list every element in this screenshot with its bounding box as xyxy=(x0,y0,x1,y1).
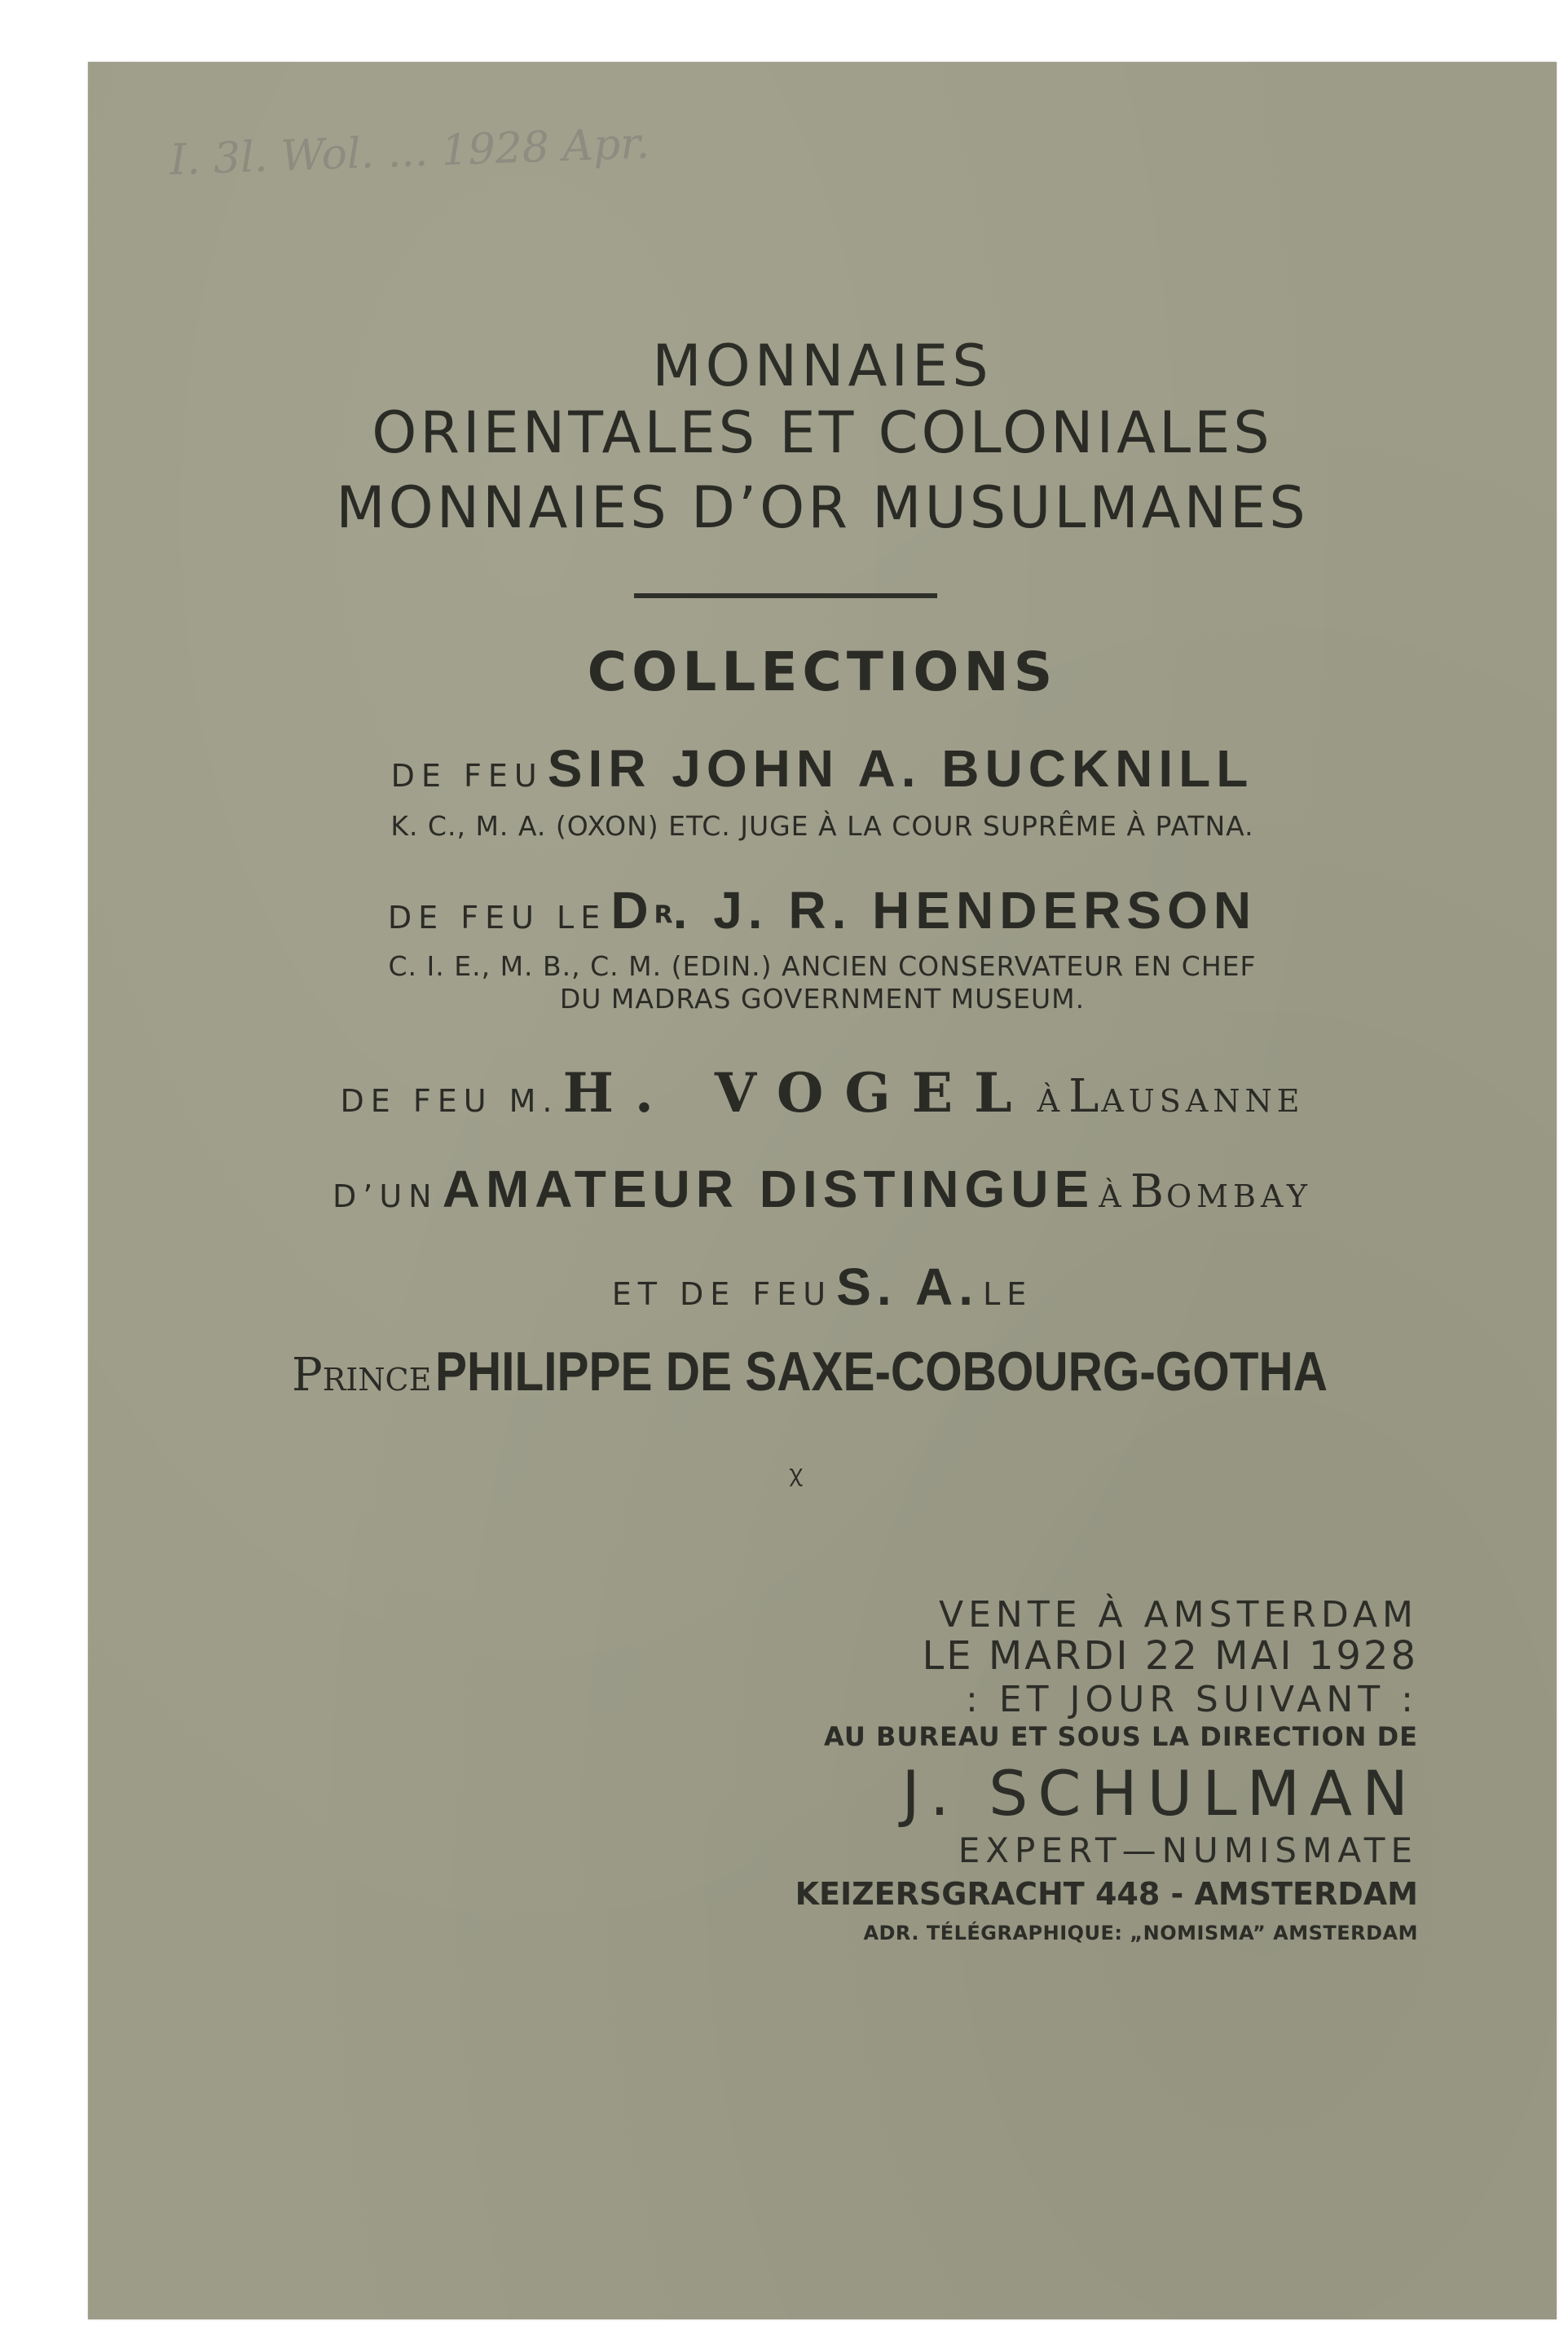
saxe-sa: S. A. xyxy=(836,1257,980,1316)
expert-name: J. SCHULMAN xyxy=(901,1757,1418,1830)
henderson-title-d: D xyxy=(610,881,654,940)
amateur-name: AMATEUR DISTINGUE xyxy=(442,1160,1095,1218)
printer-ornament-icon: ꭓ xyxy=(789,1460,802,1486)
sale-direction: AU BUREAU ET SOUS LA DIRECTION DE xyxy=(824,1721,1418,1752)
vogel-a: À xyxy=(1037,1083,1065,1119)
henderson-line xyxy=(88,880,1557,940)
henderson-details-2: DU MADRAS GOVERNMENT MUSEUM. xyxy=(559,983,1086,1015)
telegraph-address: ADR. TÉLÉGRAPHIQUE: „NOMISMA” AMSTERDAM xyxy=(863,1922,1418,1944)
prince-name: PHILIPPE DE SAXE-COBOURG-GOTHA xyxy=(435,1341,1328,1403)
amateur-line xyxy=(88,1159,1557,1219)
vogel-city-rest: AUSANNE xyxy=(1101,1083,1305,1119)
collections-heading: COLLECTIONS xyxy=(587,641,1058,703)
henderson-title-r: R xyxy=(654,901,673,930)
vogel-city-initial: L xyxy=(1068,1070,1102,1123)
bucknill-line xyxy=(88,738,1557,799)
saxe-line-2 xyxy=(292,1340,1473,1403)
title-line-3: MONNAIES D’OR MUSULMANES xyxy=(336,474,1309,541)
henderson-prefix: DE FEU LE xyxy=(387,900,607,936)
expert-address: KEIZERSGRACHT 448 - AMSTERDAM xyxy=(795,1876,1418,1912)
pencil-annotation: I. 3l. Wol. ... 1928 Apr. xyxy=(169,119,650,185)
saxe-prefix: ET DE FEU xyxy=(611,1276,833,1312)
bucknill-details: K. C., M. A. (OXON) ETC. JUGE À LA COUR SUPRÊME À PATNA. xyxy=(390,810,1254,842)
prince-initial: P xyxy=(292,1349,323,1402)
bucknill-prefix: DE FEU xyxy=(390,758,544,794)
henderson-name: . J. R. HENDERSON xyxy=(672,881,1257,940)
vogel-name: H. VOGEL xyxy=(562,1061,1033,1125)
saxe-le: LE xyxy=(983,1276,1033,1312)
sale-following-day: : ET JOUR SUIVANT : xyxy=(966,1679,1418,1720)
henderson-details-1: C. I. E., M. B., C. M. (EDIN.) ANCIEN CONSERVATEUR EN CHEF xyxy=(388,950,1257,982)
title-line-1: MONNAIES xyxy=(652,332,993,399)
sale-date: LE MARDI 22 MAI 1928 xyxy=(922,1633,1418,1679)
title-line-2: ORIENTALES ET COLONIALES xyxy=(372,399,1273,466)
saxe-line-1 xyxy=(88,1257,1557,1317)
bucknill-name: SIR JOHN A. BUCKNILL xyxy=(547,739,1254,798)
catalogue-cover xyxy=(88,62,1557,2319)
amateur-a: À xyxy=(1099,1178,1126,1214)
vogel-line xyxy=(88,1061,1557,1125)
title-divider xyxy=(634,593,937,598)
amateur-prefix: D’UN xyxy=(333,1178,438,1214)
expert-title: EXPERT—NUMISMATE xyxy=(958,1830,1418,1870)
amateur-city-rest: OMBAY xyxy=(1165,1178,1312,1214)
prince-rest: RINCE xyxy=(322,1362,432,1398)
sale-location: VENTE À AMSTERDAM xyxy=(939,1594,1418,1636)
vogel-prefix: DE FEU M. xyxy=(340,1083,559,1119)
amateur-city-initial: B xyxy=(1130,1165,1166,1218)
